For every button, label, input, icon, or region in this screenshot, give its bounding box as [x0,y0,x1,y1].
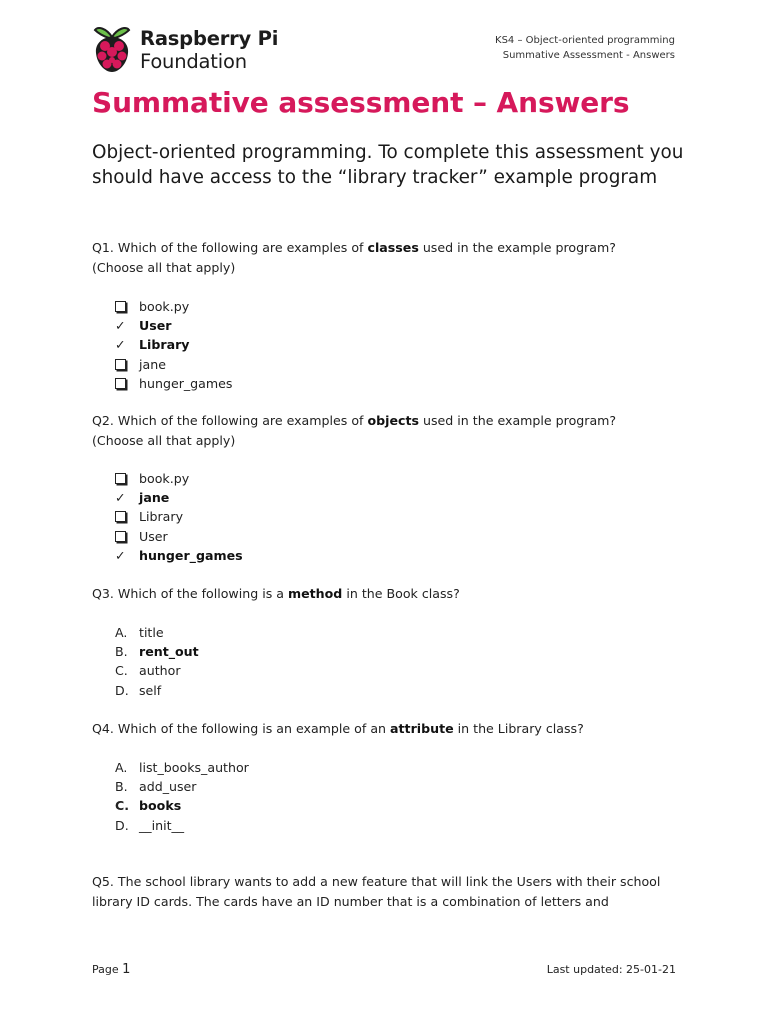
option-label: User [139,318,172,334]
option-3-a[interactable] [115,623,199,642]
page-number [92,962,130,977]
option-label: __init__ [139,817,185,833]
raspberry-pi-logo [92,24,312,76]
option-2-1[interactable] [115,469,243,488]
question-1-note: (Choose all that apply) [92,260,236,275]
option-label: jane [139,490,170,506]
option-letter: C. [115,798,130,814]
question-3 [92,584,692,604]
option-label: book.py [139,471,190,486]
empty-checkbox-icon[interactable] [115,297,135,316]
option-letter: C. [115,663,128,679]
question-1-text-end: used in the example program? [418,240,616,255]
page-subtitle: Object-oriented programming. To complete this assessment you should have access to the “library tracker” example program [92,142,684,188]
checkmark-icon[interactable]: ✓ [115,318,126,334]
option-2-5[interactable] [115,546,243,565]
question-2-text: Q2. Which of the following are examples of [92,413,368,428]
logo-wordmark [140,27,278,73]
option-1-3[interactable] [115,335,232,354]
option-letter: A. [115,625,128,640]
empty-checkbox-icon[interactable] [115,469,135,488]
option-label: title [139,625,164,640]
document-header [495,34,675,63]
question-1 [92,238,692,278]
option-4-c[interactable] [115,796,249,815]
option-letter: D. [115,682,129,698]
checkmark-icon[interactable]: ✓ [115,337,126,353]
option-label: add_user [139,779,197,795]
option-letter: B. [115,644,128,660]
option-1-5[interactable] [115,374,232,393]
option-label: hunger_games [139,547,243,563]
option-label: book.py [139,299,190,314]
question-4-text-end: in the Library class? [453,721,584,736]
logo-line1: Raspberry Pi [140,27,279,50]
option-label: rent_out [139,644,199,660]
header-course: KS4 – Object-oriented programming [495,35,675,46]
option-label: self [139,682,162,698]
logo-line2: Foundation [140,50,247,73]
question-4-options [115,758,249,835]
option-1-2[interactable] [115,316,232,335]
option-1-4[interactable] [115,355,232,374]
question-3-text: Q3. Which of the following is a [92,586,288,601]
checkmark-icon[interactable]: ✓ [115,547,126,563]
option-4-d[interactable] [115,816,249,835]
option-label: hunger_games [139,375,233,391]
question-2-options [115,469,243,565]
empty-checkbox-icon[interactable] [115,374,135,393]
empty-checkbox-icon[interactable] [115,355,135,374]
option-letter: B. [115,779,128,795]
option-3-b[interactable] [115,642,199,661]
question-2 [92,411,692,451]
option-3-c[interactable] [115,661,199,680]
page-title: Summative assessment – Answers [92,86,630,119]
question-4-keyword: attribute [390,721,454,736]
option-1-1[interactable] [115,297,232,316]
option-4-a[interactable] [115,758,249,777]
option-letter: A. [115,760,128,775]
question-2-note: (Choose all that apply) [92,433,236,448]
question-1-options [115,297,232,393]
option-label: books [139,798,182,814]
option-letter: D. [115,817,129,833]
page-number-value: 1 [122,962,131,977]
option-label: Library [139,509,184,525]
option-label: jane [139,356,166,372]
question-5: Q5. The school library wants to add a new feature that will link the Users with their school library ID cards. The cards have an ID number that is a combination of letters and [92,874,661,909]
question-3-options [115,623,199,700]
empty-checkbox-icon[interactable] [115,527,135,546]
question-2-text-end: used in the example program? [419,413,617,428]
option-3-d[interactable] [115,681,199,700]
raspberry-icon [92,24,132,74]
option-label: User [139,528,168,544]
last-updated: Last updated: 25-01-21 [546,963,676,976]
header-doc: Summative Assessment - Answers [502,49,675,61]
option-2-2[interactable] [115,488,243,507]
question-4 [92,719,692,739]
option-label: list_books_author [139,760,249,775]
empty-checkbox-icon[interactable] [115,507,135,526]
option-label: Library [139,337,190,353]
question-1-keyword: classes [367,240,419,255]
question-3-keyword: method [288,586,343,601]
option-2-4[interactable] [115,527,243,546]
option-4-b[interactable] [115,777,249,796]
checkmark-icon[interactable]: ✓ [115,490,126,506]
page-label: Page [92,963,119,976]
option-label: author [139,663,181,679]
option-2-3[interactable] [115,507,243,526]
question-1-text: Q1. Which of the following are examples of [92,240,368,255]
question-3-text-end: in the Book class? [342,586,460,601]
question-2-keyword: objects [367,413,420,428]
question-4-text: Q4. Which of the following is an example of an [92,721,391,736]
